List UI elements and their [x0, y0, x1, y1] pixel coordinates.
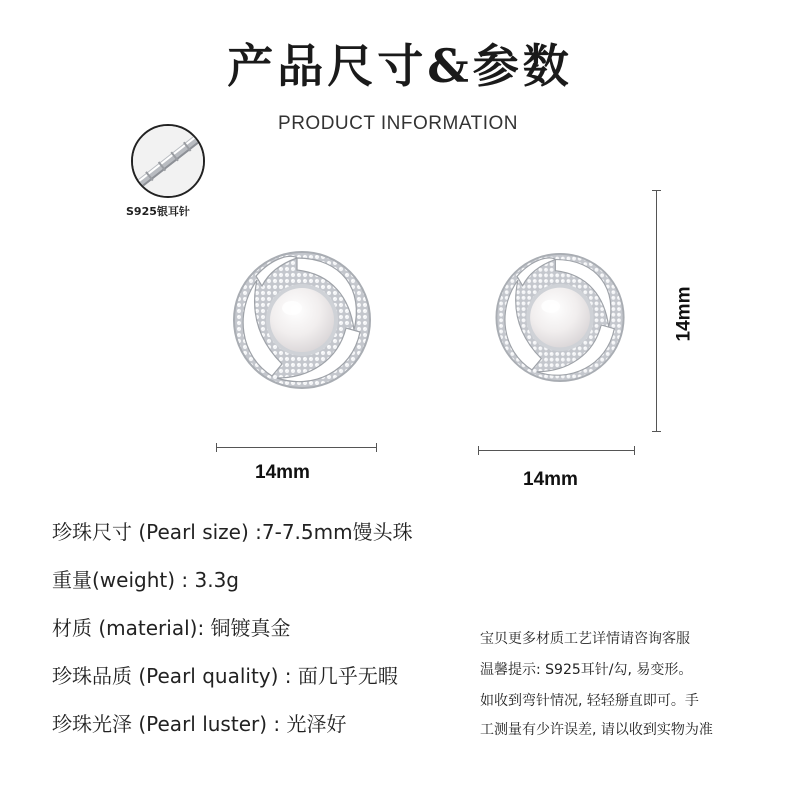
- spec-weight: 重量(weight) : 3.3g: [52, 568, 239, 592]
- ear-pin-label: S925银耳针: [126, 205, 190, 218]
- spec-pearl-size: 珍珠尺寸 (Pearl size) :7-7.5mm馒头珠: [52, 520, 413, 544]
- page-title: 产品尺寸&参数: [227, 39, 573, 93]
- right-width-dimension-line: [478, 450, 635, 451]
- earring-left-image: [225, 245, 380, 395]
- note-line-2: 温馨提示: S925耳针/勾, 易变形。: [480, 662, 693, 678]
- left-width-label: 14mm: [255, 462, 310, 483]
- ear-pin-icon: [133, 126, 203, 196]
- right-width-label: 14mm: [523, 469, 578, 490]
- spec-material: 材质 (material): 铜镀真金: [52, 616, 291, 640]
- height-dimension-line: [656, 190, 657, 432]
- note-line-3: 如收到弯针情况, 轻轻掰直即可。手: [480, 693, 699, 709]
- left-width-dimension-line: [216, 447, 377, 448]
- spec-pearl-luster: 珍珠光泽 (Pearl luster) : 光泽好: [52, 712, 347, 736]
- earring-right-image: [488, 245, 633, 390]
- page-subtitle: PRODUCT INFORMATION: [278, 113, 518, 134]
- spec-pearl-quality: 珍珠品质 (Pearl quality) : 面几乎无暇: [52, 664, 398, 688]
- note-line-4: 工测量有少许误差, 请以收到实物为准: [480, 722, 713, 738]
- note-line-1: 宝贝更多材质工艺详情请咨询客服: [480, 631, 690, 647]
- ear-pin-closeup: [131, 124, 205, 198]
- height-label: 14mm: [673, 286, 695, 342]
